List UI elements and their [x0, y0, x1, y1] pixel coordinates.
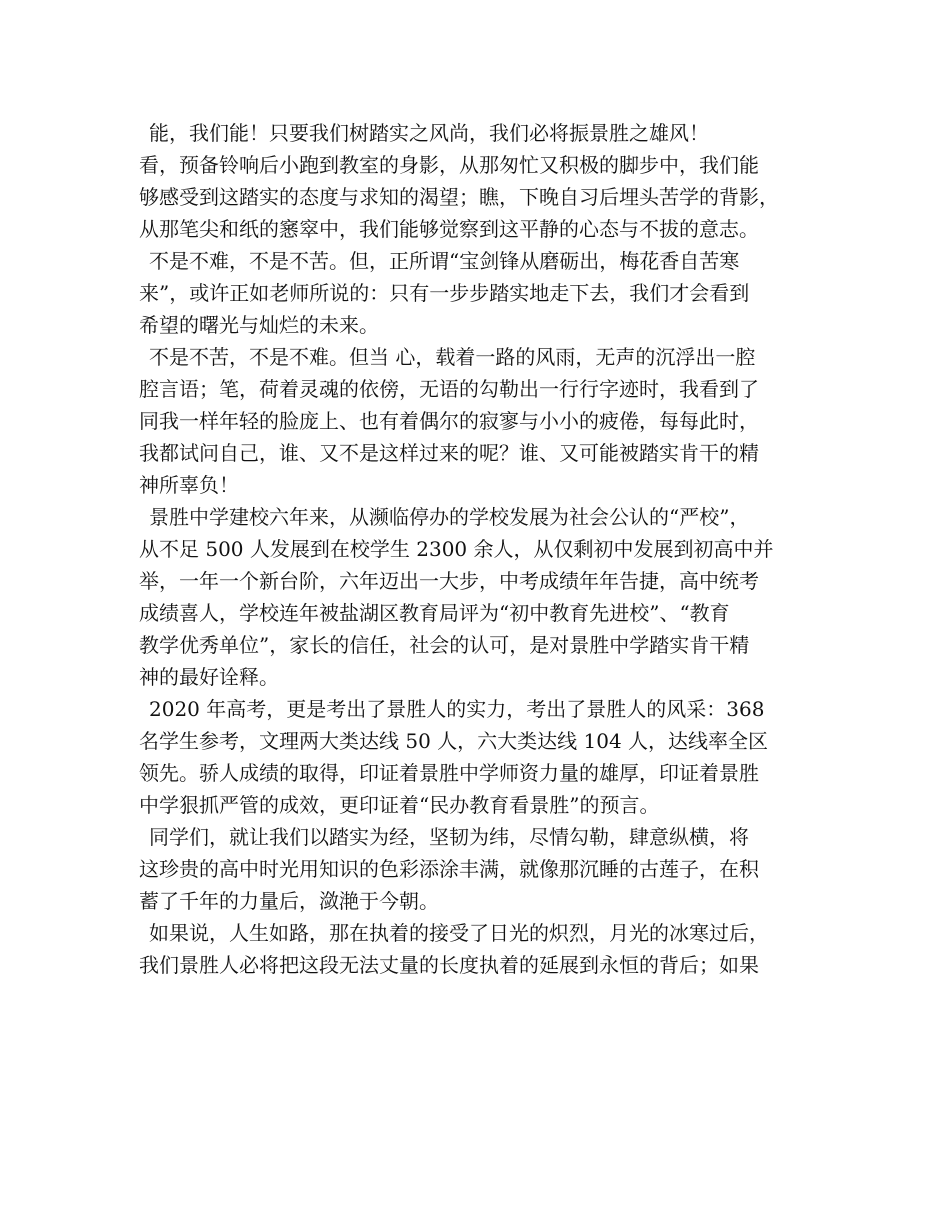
- text-line: 神的最好诠释。: [139, 665, 279, 689]
- text-line: 成绩喜人，学校连年被盐湖区教育局评为“初中教育先进校”、“教育: [139, 601, 730, 625]
- text-line: 中学狠抓严管的成效，更印证着“民办教育看景胜”的预言。: [139, 793, 660, 817]
- text-line: 希望的曙光与灿烂的未来。: [139, 313, 379, 337]
- text-line: 神所辜负！: [139, 473, 239, 497]
- text-line: 领先。骄人成绩的取得，印证着景胜中学师资力量的雄厚，印证着景胜: [139, 761, 759, 785]
- document-body: [139, 117, 839, 981]
- text-line: 如果说，人生如路，那在执着的接受了日光的炽烈，月光的冰寒过后，: [149, 921, 769, 945]
- text-line: 名学生参考，文理两大类达线 50 人，六大类达线 104 人，达线率全区: [139, 729, 769, 753]
- text-line: 教学优秀单位”，家长的信任，社会的认可，是对景胜中学踏实肯干精: [139, 633, 750, 657]
- text-line: 够感受到这踏实的态度与求知的渴望；瞧，下晚自习后埋头苦学的背影，: [139, 185, 779, 209]
- text-line: 我们景胜人必将把这段无法丈量的长度执着的延展到永恒的背后；如果: [139, 953, 759, 977]
- text-line: 2020 年高考，更是考出了景胜人的实力，考出了景胜人的风采：368: [149, 697, 765, 721]
- text-line: 举，一年一个新台阶，六年迈出一大步，中考成绩年年告捷，高中统考: [139, 569, 759, 593]
- text-line: 来”，或许正如老师所说的：只有一步步踏实地走下去，我们才会看到: [139, 281, 750, 305]
- text-line: 蓄了千年的力量后，潋滟于今朝。: [139, 889, 439, 913]
- text-line: 不是不难，不是不苦。但，正所谓“宝剑锋从磨砺出，梅花香自苦寒: [149, 249, 740, 273]
- text-line: 看，预备铃响后小跑到教室的身影，从那匆忙又积极的脚步中，我们能: [139, 153, 759, 177]
- text-line: 腔言语；笔，荷着灵魂的依傍，无语的勾勒出一行行字迹时，我看到了: [139, 377, 759, 401]
- text-line: 同我一样年轻的脸庞上、也有着偶尔的寂寥与小小的疲倦，每每此时，: [139, 409, 759, 433]
- text-line: 同学们，就让我们以踏实为经，坚韧为纬，尽情勾勒，肆意纵横，将: [149, 825, 749, 849]
- text-line: 从不足 500 人发展到在校学生 2300 余人，从仅剩初中发展到初高中并: [139, 537, 774, 561]
- text-line: 从那笔尖和纸的窸窣中，我们能够觉察到这平静的心态与不拔的意志。: [139, 217, 759, 241]
- text-line: 这珍贵的高中时光用知识的色彩添涂丰满，就像那沉睡的古莲子，在积: [139, 857, 759, 881]
- text-line: 能，我们能！只要我们树踏实之风尚，我们必将振景胜之雄风！: [149, 121, 709, 145]
- text-line: 不是不苦，不是不难。但当 心，载着一路的风雨，无声的沉浮出一腔: [149, 345, 756, 369]
- text-line: 我都试问自己，谁、又不是这样过来的呢？谁、又可能被踏实肯干的精: [139, 441, 759, 465]
- text-line: 景胜中学建校六年来，从濒临停办的学校发展为社会公认的“严校”，: [149, 505, 750, 529]
